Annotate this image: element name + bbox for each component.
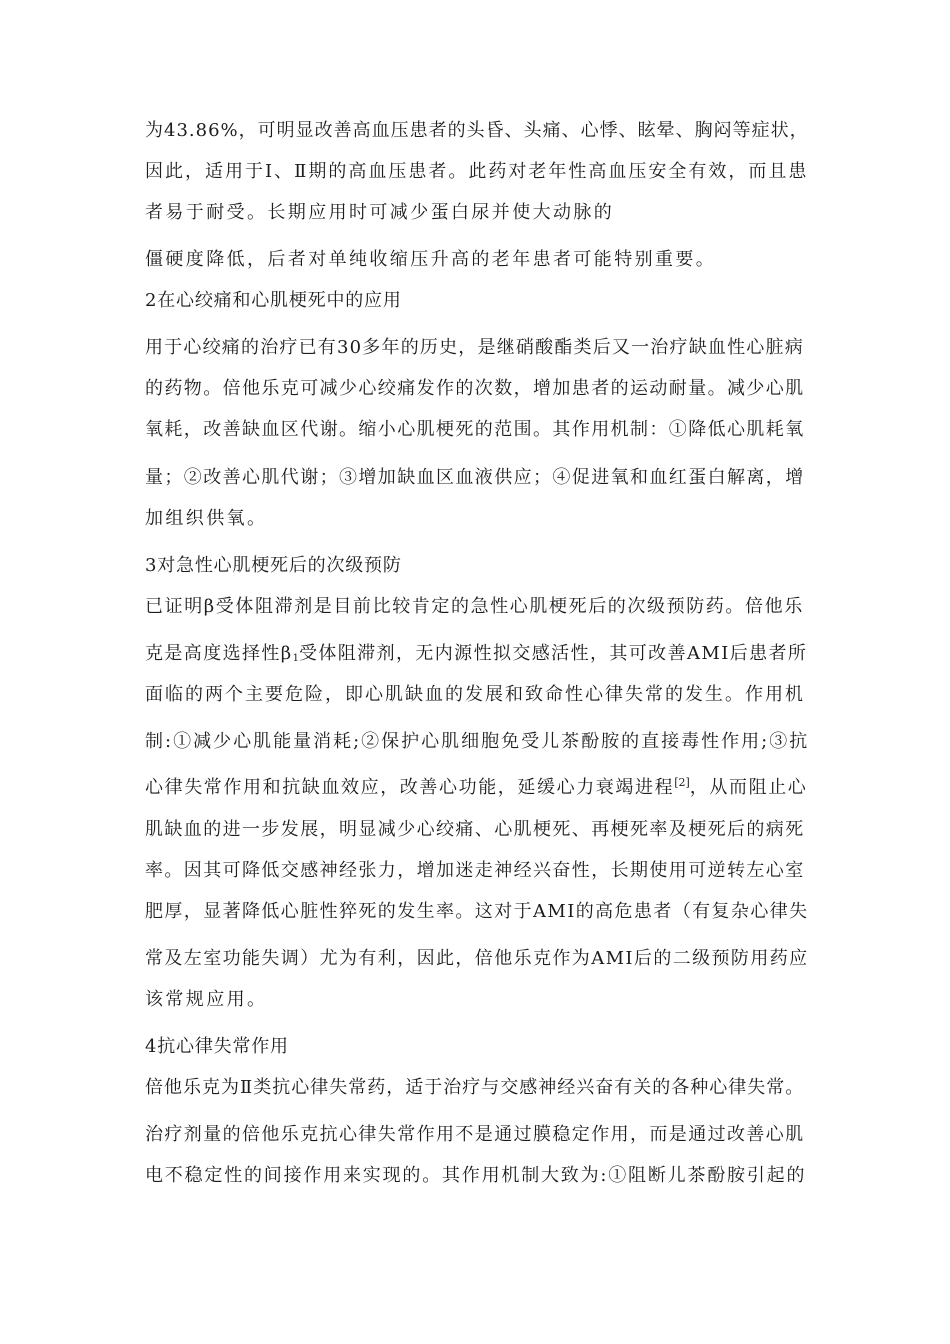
section-heading: 2在心绞痛和心肌梗死中的应用 bbox=[145, 290, 402, 311]
paragraph-line: 常及左室功能失调）尤为有利，因此，倍他乐克作为AMI后的二级预防用药应 bbox=[145, 948, 809, 969]
paragraph-line: 者易于耐受。长期应用时可减少蛋白尿并使大动脉的 bbox=[145, 202, 615, 223]
paragraph-line: 该常规应用。 bbox=[145, 989, 268, 1010]
paragraph-line: 电不稳定性的间接作用来实现的。其作用机制大致为:①阻断儿茶酚胺引起的 bbox=[145, 1165, 807, 1186]
paragraph-line bbox=[145, 642, 807, 671]
paragraph-line: 氧耗，改善缺血区代谢。缩小心肌梗死的范围。其作用机制：①降低心肌耗氧 bbox=[145, 419, 805, 440]
text-run: 克是高度选择性β bbox=[145, 643, 293, 664]
paragraph-line: 肥厚，显著降低心脏性猝死的发生率。这对于AMI的高危患者（有复杂心律失 bbox=[145, 901, 809, 922]
section-heading: 3对急性心肌梗死后的次级预防 bbox=[145, 555, 402, 576]
section-heading: 4抗心律失常作用 bbox=[145, 1036, 289, 1057]
paragraph-line: 治疗剂量的倍他乐克抗心律失常作用不是通过膜稳定作用，而是通过改善心肌 bbox=[145, 1124, 805, 1145]
citation-reference: [2] bbox=[674, 776, 690, 789]
paragraph-line: 的药物。倍他乐克可减少心绞痛发作的次数，增加患者的运动耐量。减少心肌 bbox=[145, 378, 805, 399]
subscript: 1 bbox=[292, 653, 299, 664]
paragraph-line: 制:①减少心肌能量消耗;②保护心肌细胞免受儿茶酚胺的直接毒性作用;③抗 bbox=[145, 731, 810, 752]
paragraph-line bbox=[145, 771, 807, 800]
paragraph-line: 加组织供氧。 bbox=[145, 508, 268, 529]
paragraph-line: 因此，适用于Ⅰ、Ⅱ期的高血压患者。此药对老年性高血压安全有效，而且患 bbox=[145, 161, 809, 182]
paragraph-line: 量；②改善心肌代谢；③增加缺血区血液供应；④促进氧和血红蛋白解离，增 bbox=[145, 467, 805, 488]
text-run: 受体阻滞剂，无内源性拟交感活性，其可改善AMI后患者所 bbox=[298, 643, 808, 664]
paragraph-line: 用于心绞痛的治疗已有30多年的历史，是继硝酸酯类后又一治疗缺血性心脏病 bbox=[145, 337, 804, 358]
paragraph-line: 率。因其可降低交感神经张力，增加迷走神经兴奋性，长期使用可逆转左心室 bbox=[145, 860, 805, 881]
text-run: 心律失常作用和抗缺血效应，改善心功能，延缓心力衰竭进程 bbox=[145, 777, 675, 798]
paragraph-line: 为43.86%，可明显改善高血压患者的头昏、头痛、心悸、眩晕、胸闷等症状， bbox=[145, 120, 809, 141]
text-run: ，从而阻止心 bbox=[689, 777, 808, 798]
paragraph-line: 倍他乐克为Ⅱ类抗心律失常药，适于治疗与交感神经兴奋有关的各种心律失常。 bbox=[145, 1077, 805, 1098]
paragraph-line: 僵硬度降低，后者对单纯收缩压升高的老年患者可能特别重要。 bbox=[145, 249, 717, 270]
paragraph-line: 已证明β受体阻滞剂是目前比较肯定的急性心肌梗死后的次级预防药。倍他乐 bbox=[145, 596, 804, 617]
paragraph-line: 肌缺血的进一步发展，明显减少心绞痛、心肌梗死、再梗死率及梗死后的病死 bbox=[145, 819, 805, 840]
paragraph-line: 面临的两个主要危险，即心肌缺血的发展和致命性心律失常的发生。作用机 bbox=[145, 684, 805, 705]
